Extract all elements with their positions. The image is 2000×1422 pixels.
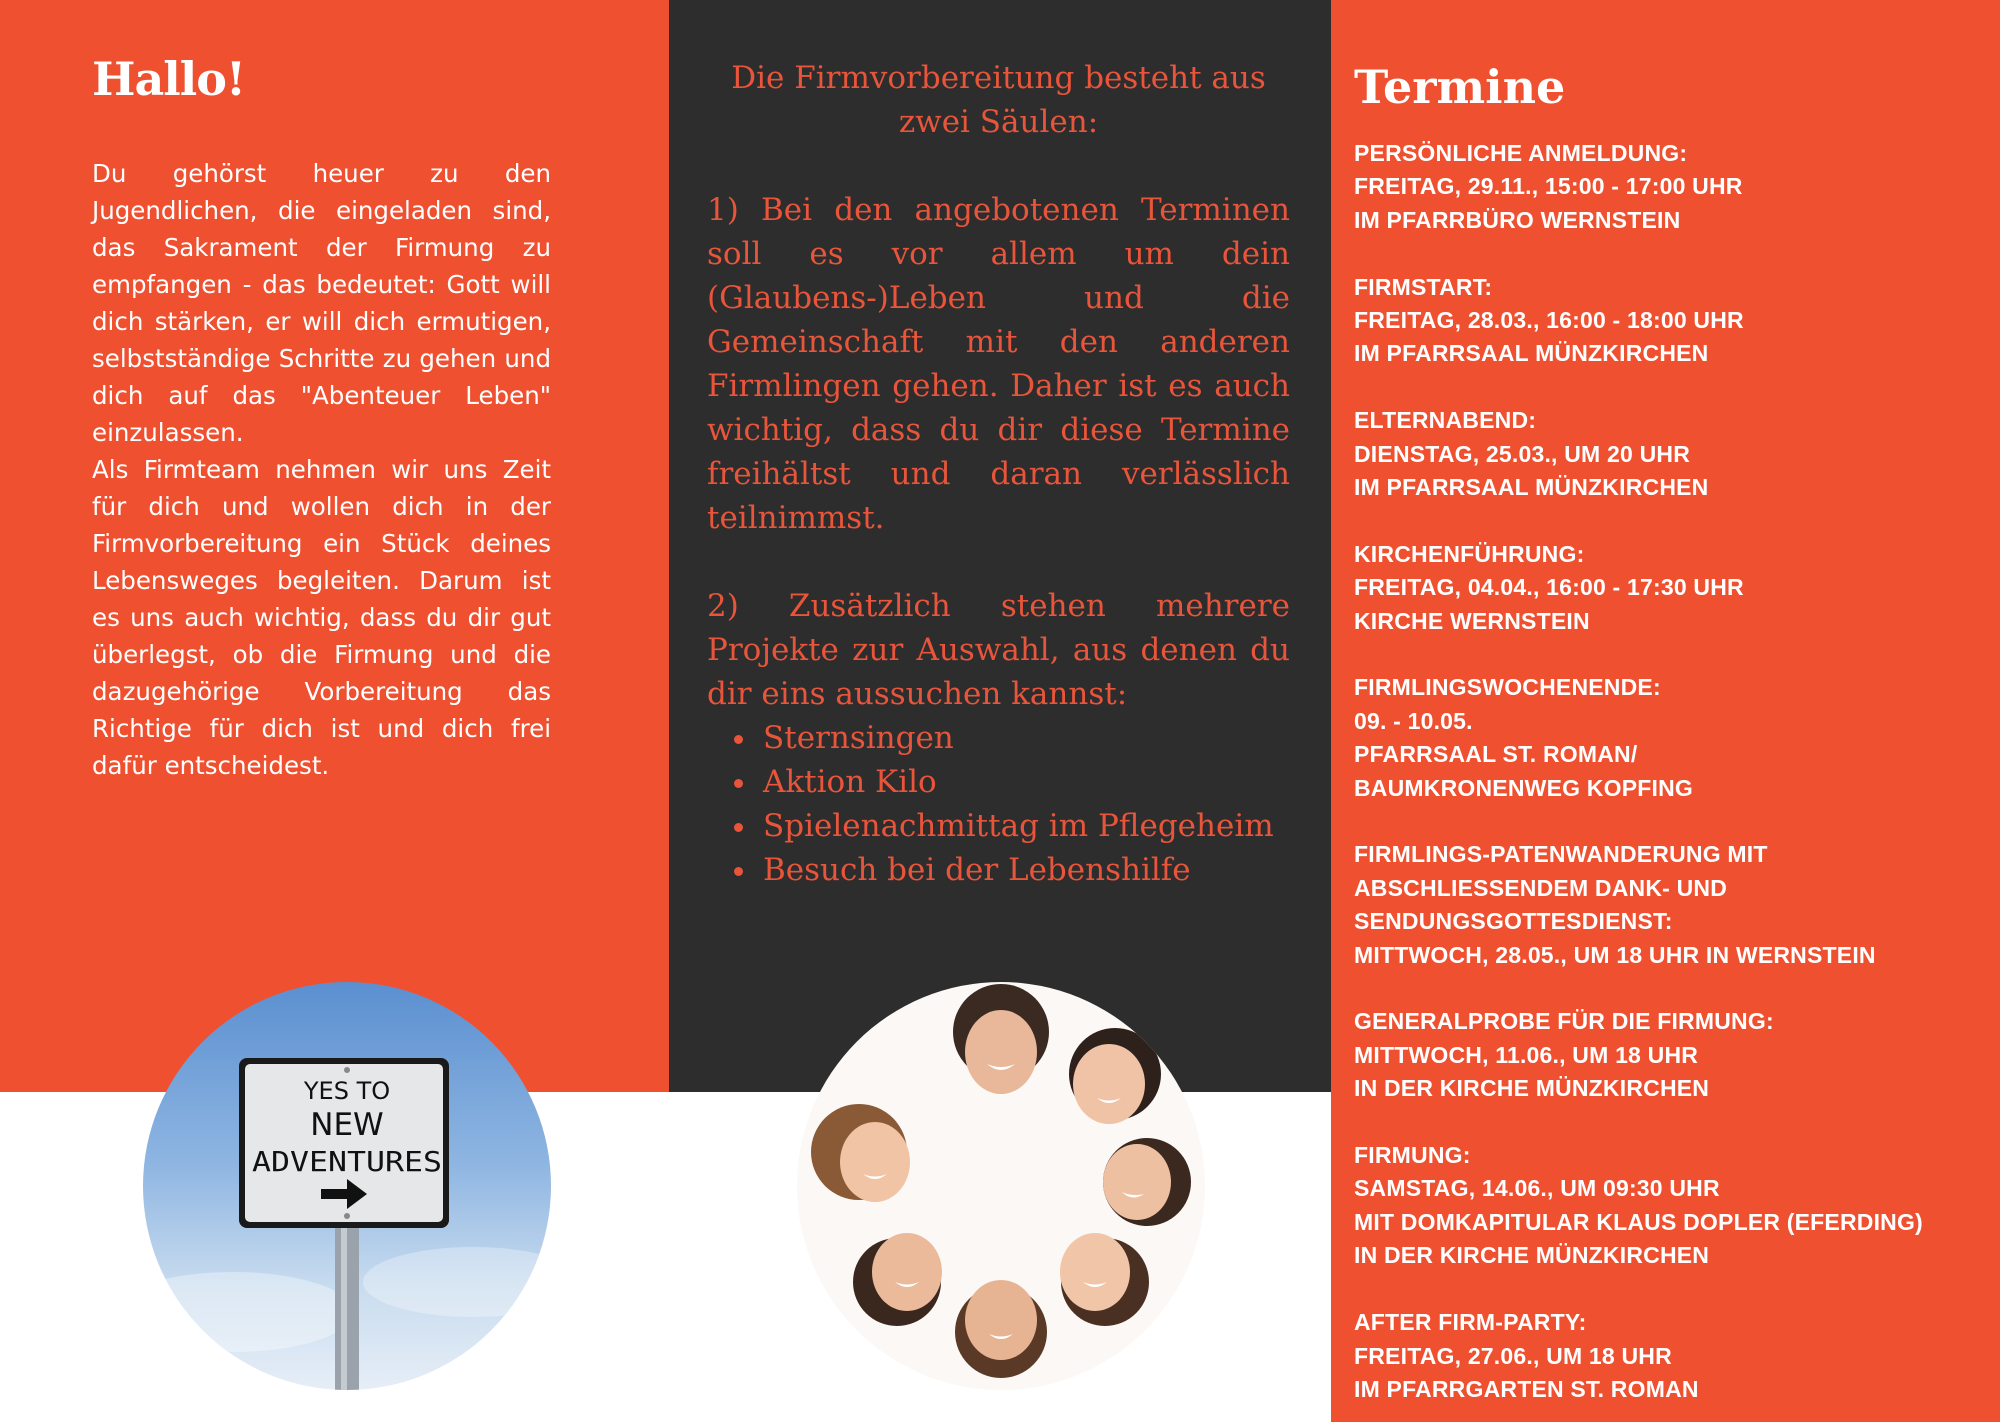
event-date: SAMSTAG, 14.06., UM 09:30 UHR (1354, 1175, 1720, 1202)
list-item (1354, 1005, 1974, 1105)
event-title: FIRMLINGSWOCHENENDE: (1354, 674, 1661, 701)
project-list (707, 716, 1290, 892)
event-location: IN DER KIRCHE MÜNZKIRCHEN (1354, 1242, 1710, 1269)
middle-title: Die Firmvorbereitung besteht aus zwei Säulen: (731, 60, 1266, 140)
middle-paragraph-2: 2) Zusätzlich stehen mehrere Projekte zur Auswahl, aus denen du dir eins aussuchen kannst: (707, 588, 1290, 712)
sign-line-3: ADVENTURES (252, 1145, 442, 1178)
event-title: ABSCHLIESSENDEM DANK- UND (1354, 874, 1728, 901)
list-item: Spielenachmittag im Pflegeheim (763, 804, 1290, 848)
event-location: KIRCHE WERNSTEIN (1354, 607, 1590, 634)
event-date: DIENSTAG, 25.03., UM 20 UHR (1354, 440, 1691, 467)
event-title: GENERALPROBE FÜR DIE FIRMUNG: (1354, 1008, 1774, 1035)
list-item (1354, 1306, 1974, 1406)
event-detail: MIT DOMKAPITULAR KLAUS DOPLER (EFERDING) (1354, 1208, 1923, 1235)
hallo-heading: Hallo! (92, 52, 246, 106)
event-title: FIRMSTART: (1354, 273, 1493, 300)
event-title: PERSÖNLICHE ANMELDUNG: (1354, 140, 1688, 166)
list-item (1354, 671, 1974, 805)
intro-paragraph: Als Firmteam nehmen wir uns Zeit für dich und wollen dich in der Firmvorbereitung ein Stück deines Lebensweges begleiten. Darum ist es uns auch wichtig, dass du dir gut überlegst, ob die Firmung und die dazugehörige Vorbereitung das Richtige für dich ist und dich frei dafür entscheidest. (92, 455, 551, 780)
new-adventures-sign-image (143, 982, 551, 1390)
sign-line-2: NEW (310, 1107, 384, 1143)
list-item (1354, 838, 1974, 972)
event-title: SENDUNGSGOTTESDIENST: (1354, 908, 1673, 935)
group-illustration (797, 982, 1205, 1390)
faces (811, 984, 1191, 1378)
event-location: BAUMKRONENWEG KOPFING (1354, 774, 1693, 801)
sign-line-1: YES TO (303, 1077, 391, 1105)
event-location: IM PFARRSAAL MÜNZKIRCHEN (1354, 474, 1709, 501)
list-item (1354, 1139, 1974, 1273)
event-list (1354, 137, 1974, 1406)
list-item (1354, 404, 1974, 504)
event-location: IM PFARRGARTEN ST. ROMAN (1354, 1375, 1699, 1402)
event-title: FIRMLINGS-PATENWANDERUNG MIT (1354, 841, 1768, 868)
event-location: IM PFARRSAAL MÜNZKIRCHEN (1354, 340, 1709, 367)
event-title: AFTER FIRM-PARTY: (1354, 1309, 1587, 1336)
event-title: FIRMUNG: (1354, 1142, 1471, 1169)
list-item: Sternsingen (763, 716, 1290, 760)
event-title: ELTERNABEND: (1354, 407, 1537, 434)
list-item (1354, 538, 1974, 638)
termine-heading: Termine (1354, 60, 1566, 114)
intro-paragraph: Du gehörst heuer zu den Jugendlichen, die eingeladen sind, das Sakrament der Firmung zu empfangen - das bedeutet: Gott will dich stärken, er will dich ermutigen, selbstständige Schritte zu gehen und dich auf das "Abenteuer Leben" einzulassen. (92, 159, 551, 447)
list-item (1354, 137, 1974, 237)
middle-text-block (707, 56, 1290, 892)
intro-text (92, 155, 551, 784)
middle-paragraph-1: 1) Bei den angebotenen Terminen soll es vor allem um dein (Glaubens-)Leben und die Gemeinschaft mit den anderen Firmlingen gehen. Daher ist es auch wichtig, dass du dir diese Termine freihältst und daran verlässlich teilnimmst. (707, 192, 1290, 536)
list-item: Besuch bei der Lebenshilfe (763, 848, 1290, 892)
event-location: IN DER KIRCHE MÜNZKIRCHEN (1354, 1075, 1710, 1102)
event-location: PFARRSAAL ST. ROMAN/ (1354, 741, 1638, 768)
list-item (1354, 271, 1974, 371)
group-photo-image (797, 982, 1205, 1390)
event-date: FREITAG, 27.06., UM 18 UHR (1354, 1342, 1672, 1369)
event-date: FREITAG, 28.03., 16:00 - 18:00 UHR (1354, 307, 1744, 334)
event-date: FREITAG, 29.11., 15:00 - 17:00 UHR (1354, 173, 1743, 200)
event-date: FREITAG, 04.04., 16:00 - 17:30 UHR (1354, 574, 1744, 601)
event-title: KIRCHENFÜHRUNG: (1354, 540, 1585, 567)
event-location: IM PFARRBÜRO WERNSTEIN (1354, 206, 1681, 233)
event-date: MITTWOCH, 28.05., UM 18 UHR IN WERNSTEIN (1354, 941, 1876, 968)
event-date: MITTWOCH, 11.06., UM 18 UHR (1354, 1041, 1699, 1068)
list-item: Aktion Kilo (763, 760, 1290, 804)
event-date: 09. - 10.05. (1354, 707, 1473, 734)
sign-illustration (143, 982, 551, 1390)
